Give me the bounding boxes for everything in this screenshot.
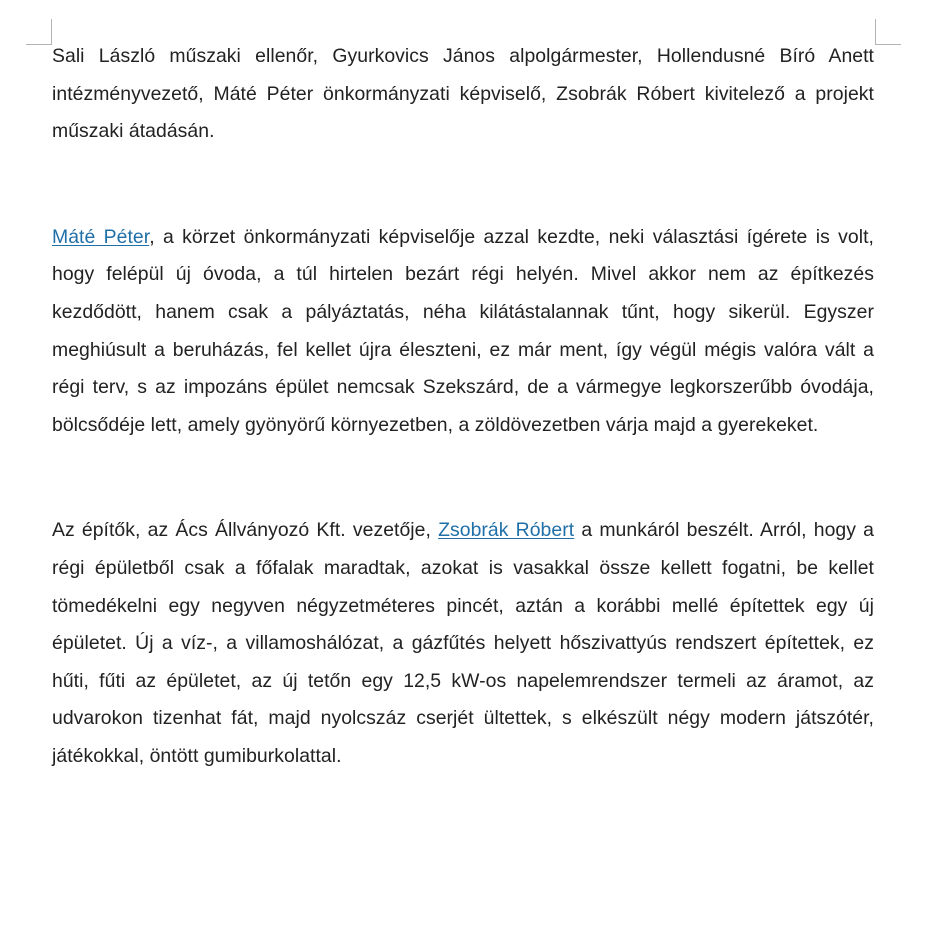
top-left-crop-mark	[26, 19, 52, 45]
paragraph-text: , a körzet önkormányzati képviselője azzal kezdte, neki választási ígérete is volt, hogy felépül új óvoda, a túl hirtelen bezárt régi helyén. Mivel akkor nem az építkezés kezdődött, hanem csak a pályáztatás, néha kilátástalannak tűnt, hogy sikerül. Egyszer meghiúsult a beruházás, fel kellet újra éleszteni, ez már ment, így végül mégis valóra vált a régi terv, s az impozáns épület nemcsak Szekszárd, de a vármegye legkorszerűbb óvodája, bölcsődéje lett, amely gyönyörű környezetben, a zöldövezetben várja majd a gyerekeket.	[52, 225, 874, 436]
paragraph-zsobrak-robert	[52, 512, 874, 775]
paragraph-text: a munkáról beszélt. Arról, hogy a régi épületből csak a főfalak maradtak, azokat is vasakkal össze kellett fogatni, be kellet tömedékelni egy negyven négyzetméteres pincét, aztán a korábbi mellé építettek egy új épületet. Új a víz-, a villamoshálózat, a gázfűtés helyett hőszivattyús rendszert építettek, ez hűti, fűti az épületet, az új tetőn egy 12,5 kW-os napelemrendszer termeli az áramot, az udvarokon tizenhat fát, majd nyolcszáz cserjét ültettek, s elkészült négy modern játszótér, játékokkal, öntött gumiburkolattal.	[52, 519, 874, 767]
paragraph-text: Sali László műszaki ellenőr, Gyurkovics János alpolgármester, Hollendusné Bíró Anett intézményvezető, Máté Péter önkormányzati képviselő, Zsobrák Róbert kivitelező a projekt műszaki átadásán.	[52, 45, 874, 143]
mate-peter-link[interactable]: Máté Péter	[52, 225, 150, 248]
document-body	[52, 38, 874, 776]
paragraph-photo-caption	[52, 38, 874, 151]
paragraph-text: Az építők, az Ács Állványozó Kft. vezetője,	[52, 519, 439, 542]
top-right-crop-mark	[875, 19, 901, 45]
zsobrak-robert-link[interactable]: Zsobrák Róbert	[438, 519, 575, 542]
paragraph-mate-peter	[52, 219, 874, 445]
